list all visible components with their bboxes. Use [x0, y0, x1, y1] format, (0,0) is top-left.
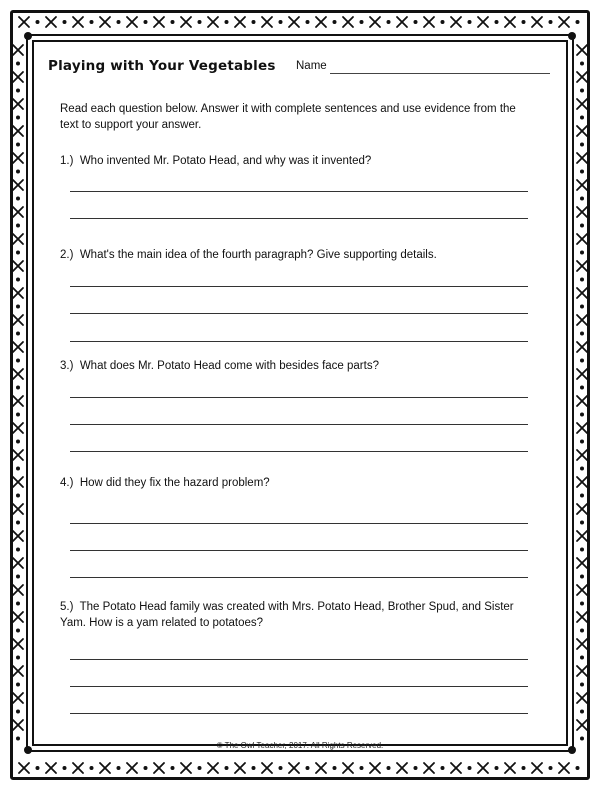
- dot-icon: [171, 766, 175, 770]
- dot-icon: [16, 683, 20, 687]
- dot-icon: [580, 224, 584, 228]
- dot-icon: [580, 710, 584, 714]
- dot-icon: [198, 20, 202, 24]
- dot-icon: [580, 548, 584, 552]
- question-number: 4.): [60, 477, 74, 489]
- x-mark-icon: [13, 288, 23, 298]
- question-text: What's the main idea of the fourth paragraph? Give supporting details.: [79, 249, 437, 261]
- dot-icon: [16, 62, 20, 66]
- dot-icon: [16, 656, 20, 660]
- answer-line[interactable]: [70, 424, 528, 425]
- dot-icon: [580, 170, 584, 174]
- dot-icon: [16, 521, 20, 525]
- dot-icon: [306, 766, 310, 770]
- dot-icon: [580, 629, 584, 633]
- dot-icon: [16, 575, 20, 579]
- x-mark-icon: [577, 261, 587, 271]
- dot-icon: [279, 766, 283, 770]
- dot-icon: [225, 20, 229, 24]
- answer-line[interactable]: [70, 313, 528, 314]
- dot-icon: [580, 197, 584, 201]
- dot-icon: [580, 62, 584, 66]
- x-mark-icon: [532, 17, 542, 27]
- x-mark-icon: [154, 17, 164, 27]
- dot-icon: [63, 766, 67, 770]
- x-mark-icon: [13, 396, 23, 406]
- dot-icon: [36, 20, 40, 24]
- answer-line[interactable]: [70, 191, 528, 192]
- x-mark-icon: [13, 369, 23, 379]
- x-mark-icon: [577, 693, 587, 703]
- x-mark-icon: [577, 342, 587, 352]
- dot-icon: [468, 20, 472, 24]
- inner-border-double: [32, 40, 568, 746]
- question-4: [60, 475, 530, 491]
- x-mark-icon: [13, 99, 23, 109]
- x-mark-icon: [577, 126, 587, 136]
- x-mark-icon: [577, 639, 587, 649]
- x-mark-icon: [577, 504, 587, 514]
- x-mark-icon: [451, 763, 461, 773]
- x-mark-icon: [289, 763, 299, 773]
- dot-icon: [580, 413, 584, 417]
- x-mark-icon: [262, 763, 272, 773]
- x-mark-icon: [73, 17, 83, 27]
- dot-icon: [580, 467, 584, 471]
- x-mark-icon: [13, 504, 23, 514]
- x-mark-icon: [424, 763, 434, 773]
- dot-icon: [16, 251, 20, 255]
- dot-icon: [16, 494, 20, 498]
- dot-icon: [580, 332, 584, 336]
- x-mark-icon: [13, 693, 23, 703]
- dot-icon: [16, 116, 20, 120]
- x-mark-icon: [577, 315, 587, 325]
- x-mark-icon: [208, 17, 218, 27]
- dot-icon: [16, 332, 20, 336]
- x-mark-icon: [181, 17, 191, 27]
- x-mark-icon: [397, 763, 407, 773]
- x-mark-icon: [13, 531, 23, 541]
- dot-icon: [580, 143, 584, 147]
- dot-icon: [580, 89, 584, 93]
- dot-icon: [360, 20, 364, 24]
- question-3: [60, 358, 530, 374]
- x-mark-icon: [13, 315, 23, 325]
- question-1: [60, 153, 530, 169]
- dot-icon: [580, 278, 584, 282]
- x-mark-icon: [46, 17, 56, 27]
- x-mark-icon: [13, 342, 23, 352]
- dot-icon: [16, 710, 20, 714]
- dot-icon: [16, 629, 20, 633]
- dot-icon: [441, 20, 445, 24]
- x-mark-icon: [13, 450, 23, 460]
- x-mark-icon: [577, 423, 587, 433]
- dot-icon: [522, 766, 526, 770]
- dot-icon: [580, 602, 584, 606]
- dot-icon: [117, 20, 121, 24]
- dot-icon: [580, 521, 584, 525]
- x-mark-icon: [532, 763, 542, 773]
- dot-icon: [16, 548, 20, 552]
- x-mark-icon: [154, 763, 164, 773]
- x-mark-icon: [19, 763, 29, 773]
- dot-icon: [90, 766, 94, 770]
- x-mark-icon: [100, 17, 110, 27]
- dot-icon: [580, 440, 584, 444]
- dot-icon: [16, 737, 20, 741]
- dot-icon: [580, 251, 584, 255]
- x-mark-icon: [478, 17, 488, 27]
- dot-icon: [580, 305, 584, 309]
- answer-line[interactable]: [70, 686, 528, 687]
- x-mark-icon: [46, 763, 56, 773]
- x-mark-icon: [13, 477, 23, 487]
- x-mark-icon: [13, 207, 23, 217]
- x-mark-icon: [13, 180, 23, 190]
- question-text: What does Mr. Potato Head come with besides face parts?: [79, 360, 379, 372]
- dot-icon: [549, 766, 553, 770]
- x-mark-icon: [577, 396, 587, 406]
- x-mark-icon: [316, 17, 326, 27]
- x-mark-icon: [577, 207, 587, 217]
- x-mark-icon: [505, 763, 515, 773]
- x-mark-icon: [577, 72, 587, 82]
- dot-icon: [144, 20, 148, 24]
- x-mark-icon: [577, 99, 587, 109]
- question-number: 1.): [60, 155, 74, 167]
- dot-icon: [16, 89, 20, 93]
- x-mark-icon: [13, 720, 23, 730]
- answer-line[interactable]: [70, 577, 528, 578]
- dot-icon: [580, 116, 584, 120]
- dot-icon: [16, 278, 20, 282]
- x-mark-icon: [559, 763, 569, 773]
- dot-icon: [387, 20, 391, 24]
- x-mark-icon: [127, 17, 137, 27]
- dot-icon: [580, 575, 584, 579]
- x-mark-icon: [577, 369, 587, 379]
- dot-icon: [580, 656, 584, 660]
- name-field-line[interactable]: [330, 73, 550, 74]
- dot-icon: [333, 766, 337, 770]
- x-mark-icon: [577, 45, 587, 55]
- dot-icon: [252, 20, 256, 24]
- x-mark-icon: [577, 666, 587, 676]
- dot-icon: [225, 766, 229, 770]
- dot-icon: [16, 386, 20, 390]
- x-mark-icon: [370, 763, 380, 773]
- x-mark-icon: [505, 17, 515, 27]
- x-mark-icon: [19, 17, 29, 27]
- x-mark-icon: [559, 17, 569, 27]
- dot-icon: [549, 20, 553, 24]
- name-label: Name: [296, 60, 327, 72]
- answer-line[interactable]: [70, 659, 528, 660]
- x-mark-icon: [424, 17, 434, 27]
- x-mark-icon: [13, 234, 23, 244]
- dot-icon: [522, 20, 526, 24]
- question-2: [60, 247, 530, 263]
- dot-icon: [495, 20, 499, 24]
- x-mark-icon: [13, 153, 23, 163]
- dot-icon: [387, 766, 391, 770]
- dot-icon: [414, 20, 418, 24]
- dot-icon: [16, 359, 20, 363]
- question-number: 3.): [60, 360, 74, 372]
- dot-icon: [16, 224, 20, 228]
- dot-icon: [580, 386, 584, 390]
- dot-icon: [580, 683, 584, 687]
- question-text: Who invented Mr. Potato Head, and why was it invented?: [79, 155, 372, 167]
- dot-icon: [63, 20, 67, 24]
- x-mark-icon: [13, 666, 23, 676]
- dot-icon: [16, 305, 20, 309]
- x-mark-icon: [577, 234, 587, 244]
- x-mark-icon: [577, 450, 587, 460]
- dot-icon: [198, 766, 202, 770]
- dot-icon: [580, 737, 584, 741]
- dot-icon: [16, 602, 20, 606]
- x-mark-icon: [316, 763, 326, 773]
- dot-icon: [441, 766, 445, 770]
- x-mark-icon: [13, 45, 23, 55]
- x-mark-icon: [181, 763, 191, 773]
- x-mark-icon: [13, 639, 23, 649]
- answer-line[interactable]: [70, 286, 528, 287]
- x-mark-icon: [577, 585, 587, 595]
- x-mark-icon: [577, 477, 587, 487]
- x-mark-icon: [577, 180, 587, 190]
- x-mark-icon: [343, 17, 353, 27]
- question-text: How did they fix the hazard problem?: [79, 477, 270, 489]
- x-mark-icon: [577, 720, 587, 730]
- worksheet-title: Playing with Your Vegetables: [48, 58, 276, 74]
- x-mark-icon: [370, 17, 380, 27]
- x-mark-icon: [13, 72, 23, 82]
- instructions: Read each question below. Answer it with complete sentences and use evidence from the text to support your answer.: [60, 103, 516, 131]
- dot-icon: [16, 467, 20, 471]
- x-mark-icon: [13, 612, 23, 622]
- dot-icon: [90, 20, 94, 24]
- x-mark-icon: [13, 585, 23, 595]
- dot-icon: [580, 359, 584, 363]
- x-mark-icon: [235, 763, 245, 773]
- dot-icon: [171, 20, 175, 24]
- dot-icon: [306, 20, 310, 24]
- x-mark-icon: [577, 288, 587, 298]
- question-5: [60, 599, 530, 631]
- dot-icon: [252, 766, 256, 770]
- x-mark-icon: [13, 423, 23, 433]
- dot-icon: [580, 494, 584, 498]
- dot-icon: [495, 766, 499, 770]
- x-mark-icon: [100, 763, 110, 773]
- x-mark-icon: [13, 558, 23, 568]
- x-mark-icon: [478, 763, 488, 773]
- answer-line[interactable]: [70, 218, 528, 219]
- dot-icon: [117, 766, 121, 770]
- dot-icon: [16, 440, 20, 444]
- x-mark-icon: [208, 763, 218, 773]
- x-mark-icon: [577, 531, 587, 541]
- x-mark-icon: [289, 17, 299, 27]
- x-mark-icon: [397, 17, 407, 27]
- dot-icon: [414, 766, 418, 770]
- answer-line[interactable]: [70, 341, 528, 342]
- dot-icon: [360, 766, 364, 770]
- answer-line[interactable]: [70, 397, 528, 398]
- question-number: 5.): [60, 601, 74, 613]
- dot-icon: [16, 170, 20, 174]
- answer-line[interactable]: [70, 713, 528, 714]
- x-mark-icon: [262, 17, 272, 27]
- copyright-footer: © The Owl Teacher, 2017. All Rights Reserved.: [216, 741, 384, 750]
- x-mark-icon: [127, 763, 137, 773]
- dot-icon: [16, 197, 20, 201]
- x-mark-icon: [577, 558, 587, 568]
- x-mark-icon: [577, 153, 587, 163]
- x-mark-icon: [13, 261, 23, 271]
- x-mark-icon: [577, 612, 587, 622]
- dot-icon: [36, 766, 40, 770]
- question-text: The Potato Head family was created with Mrs. Potato Head, Brother Spud, and Sister Yam. How is a yam related to potatoes?: [60, 601, 514, 629]
- x-mark-icon: [73, 763, 83, 773]
- dot-icon: [16, 143, 20, 147]
- dot-icon: [144, 766, 148, 770]
- x-mark-icon: [235, 17, 245, 27]
- x-mark-icon: [343, 763, 353, 773]
- question-number: 2.): [60, 249, 74, 261]
- dot-icon: [576, 20, 580, 24]
- answer-line[interactable]: [70, 550, 528, 551]
- dot-icon: [279, 20, 283, 24]
- answer-line[interactable]: [70, 523, 528, 524]
- dot-icon: [468, 766, 472, 770]
- dot-icon: [333, 20, 337, 24]
- x-mark-icon: [13, 126, 23, 136]
- x-mark-icon: [451, 17, 461, 27]
- dot-icon: [576, 766, 580, 770]
- dot-icon: [16, 413, 20, 417]
- answer-line[interactable]: [70, 451, 528, 452]
